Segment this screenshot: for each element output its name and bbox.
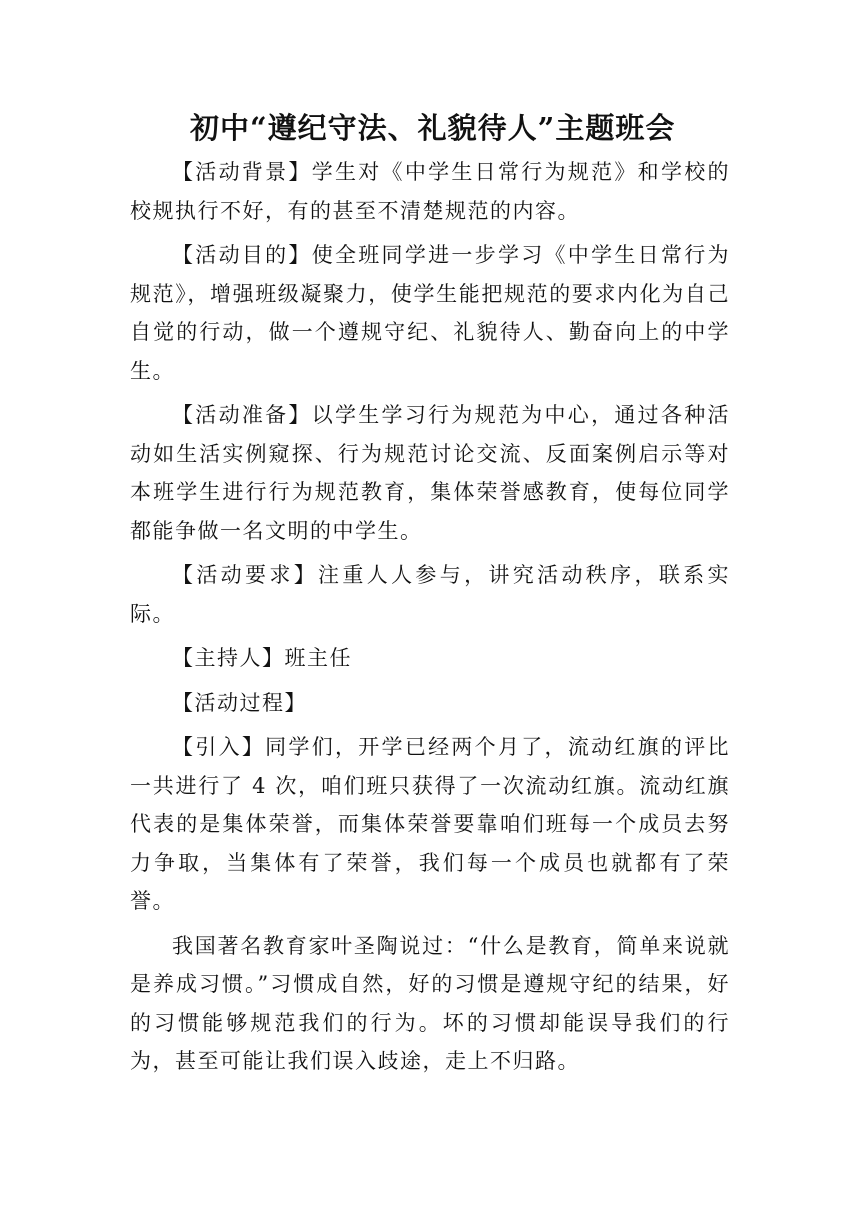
paragraph-text: 班主任 — [284, 646, 352, 670]
paragraph-label: 【活动准备】 — [172, 403, 312, 427]
paragraph-text: 学生对《中学生日常行为规范》和学校的校规执行不好，有的甚至不清楚规范的内容。 — [130, 160, 731, 223]
paragraph-label: 【活动背景】 — [172, 160, 312, 184]
paragraph-text: 我国著名教育家叶圣陶说过：“什么是教育，简单来说就是养成习惯。”习惯成自然，好的习惯是遵规守纪的结果，好的习惯能够规范我们的行为。坏的习惯却能误导我们的行为，甚至可能让我们误入歧途，走上不归路。 — [130, 933, 730, 1073]
document-body — [130, 153, 730, 1087]
document-title: 初中“遵纪守法、礼貌待人”主题班会 — [190, 111, 676, 145]
paragraph-preparation — [130, 396, 730, 550]
paragraph-requirements — [130, 556, 730, 633]
paragraph-label: 【引入】 — [172, 735, 266, 759]
paragraph-label: 【主持人】 — [172, 646, 285, 670]
paragraph-text: 注重人人参与，讲究活动秩序，联系实际。 — [130, 563, 730, 626]
paragraph-label: 【活动目的】 — [172, 243, 312, 267]
paragraph-introduction — [130, 728, 730, 921]
paragraph-label: 【活动要求】 — [172, 563, 319, 587]
paragraph-label: 【活动过程】 — [172, 690, 307, 715]
paragraph-quote — [130, 927, 730, 1081]
paragraph-background — [130, 153, 730, 230]
paragraph-process — [130, 684, 730, 723]
paragraph-text: 同学们，开学已经两个月了，流动红旗的评比一共进行了 4 次，咱们班只获得了一次流动红旗。流动红旗代表的是集体荣誉，而集体荣誉要靠咱们班每一个成员去努力争取，当集体有了荣誉，我们每一个成员也就都有了荣誉。 — [130, 735, 731, 913]
paragraph-host — [130, 639, 730, 678]
paragraph-text: 以学生学习行为规范为中心，通过各种活动如生活实例窥探、行为规范讨论交流、反面案例启示等对本班学生进行行为规范教育，集体荣誉感教育，使每位同学都能争做一名文明的中学生。 — [130, 403, 731, 543]
paragraph-text: 使全班同学进一步学习《中学生日常行为规范》，增强班级凝聚力，使学生能把规范的要求内化为自己自觉的行动，做一个遵规守纪、礼貌待人、勤奋向上的中学生。 — [130, 243, 731, 383]
paragraph-purpose — [130, 236, 730, 390]
